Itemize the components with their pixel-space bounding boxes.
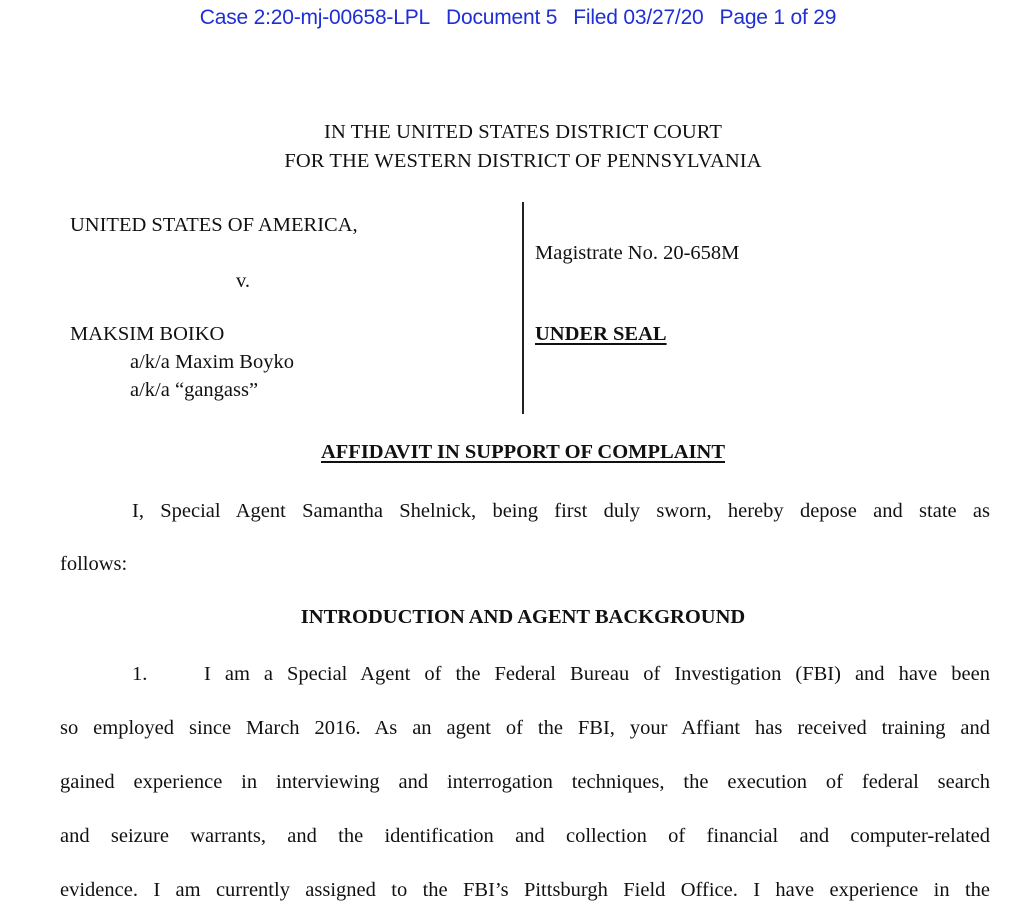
paragraph-line-4: and seizure warrants, and the identification and collection of financial and computer-related xyxy=(60,825,990,847)
versus: v. xyxy=(236,270,251,292)
paragraph-line-5: evidence. I am currently assigned to the FBI’s Pittsburgh Field Office. I have experience in the xyxy=(60,879,990,901)
under-seal-label: UNDER SEAL xyxy=(535,323,667,345)
ecf-header xyxy=(0,6,1036,30)
paragraph-line-2: so employed since March 2016. As an agent of the FBI, your Affiant has received training and xyxy=(60,717,990,739)
defendant: MAKSIM BOIKO xyxy=(70,323,225,345)
filed-date: Filed 03/27/20 xyxy=(573,6,704,29)
paragraph-number: 1. xyxy=(132,663,148,685)
magistrate-number: Magistrate No. 20-658M xyxy=(535,242,740,264)
court-name-line1: IN THE UNITED STATES DISTRICT COURT xyxy=(324,121,722,143)
defendant-alias-2: a/k/a “gangass” xyxy=(130,379,259,401)
defendant-alias-1: a/k/a Maxim Boyko xyxy=(130,351,294,373)
plaintiff: UNITED STATES OF AMERICA, xyxy=(70,214,358,236)
paragraph-line-1: I am a Special Agent of the Federal Bureau of Investigation (FBI) and have been xyxy=(204,663,990,685)
document-number: Document 5 xyxy=(446,6,558,29)
section-heading: INTRODUCTION AND AGENT BACKGROUND xyxy=(300,606,746,628)
intro-line-2: follows: xyxy=(60,553,128,575)
document-title: AFFIDAVIT IN SUPPORT OF COMPLAINT xyxy=(320,441,725,463)
case-number: Case 2:20-mj-00658-LPL xyxy=(199,6,430,29)
page-indicator: Page 1 of 29 xyxy=(719,6,837,29)
court-name-line2: FOR THE WESTERN DISTRICT OF PENNSYLVANIA xyxy=(284,150,762,172)
paragraph-line-3: gained experience in interviewing and interrogation techniques, the execution of federal search xyxy=(60,771,990,793)
intro-line-1: I, Special Agent Samantha Shelnick, being first duly sworn, hereby depose and state as xyxy=(132,500,990,522)
caption-divider xyxy=(522,202,524,414)
